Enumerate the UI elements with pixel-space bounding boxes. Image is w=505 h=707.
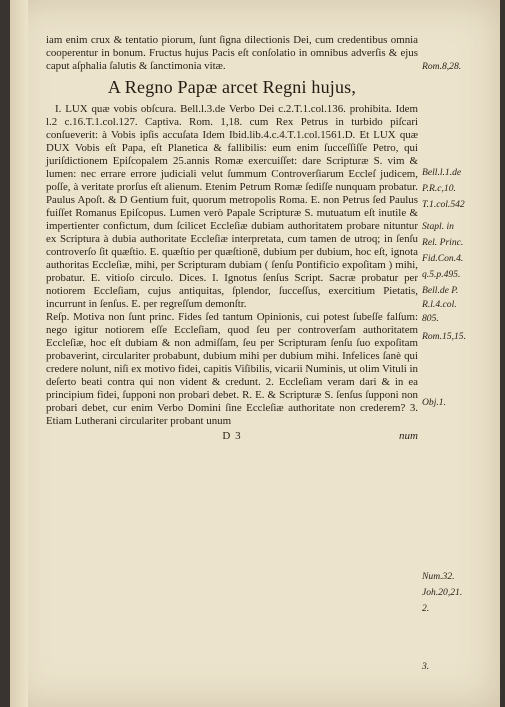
- margin-note: 805.: [422, 313, 439, 324]
- margin-note: 3.: [422, 661, 430, 672]
- main-text-column: [46, 34, 418, 443]
- margin-note: Fid.Con.4.: [422, 253, 464, 264]
- margin-note: R.l.4.col.: [422, 299, 457, 310]
- paragraph-2: I. LUX quæ vobis obſcura. Bell.l.3.de Verbo Dei c.2.T.1.col.136. prohibita. Idem l.2 c.16.T.1.col.127. Captiva. Rom. 1,18. cum Rex Petrus in turbido piſcari conſueverit: à Vobis ipſis accuſata Idem Ibid.lib.4.c.4.T.1.col.1561.D. Et LUX quæ DUX Vobis eſt Papa, eſt Planetica & fallibilis: eum enim ſucceſſiſſe Petro, qui juriſdictionem Epiſcopalem 25.annis Romæ exercuiſſet: dare Scripturæ S. vim & lumen: nec errare errore judiciali velut ſummum Controverſiarum Eccleſ judicem, poſſe, à veritate prorſus eſt alienum. Etenim Petrum Romæ ſediſſe nunquam probatur. Paulus Apoſt. & D Gentium fuit, quorum metropolis Roma. E. non Petrus ſed Paulus fuiſſet Romanus Epiſcopus. Lumen verò Papale Scripturæ S. mutuatum eſt inutile & impertienter confictum, dum ſcilicet Eccleſiæ dubiam authoritatem probare nituntur ex Scriptura à dubia authoritate Eccleſiæ interpretata, cum tamen de utroq; in ſenſu controverſo ſit quæſtio. E. quæſtio per quæſtionē, dubium per dubium, hoc eſt, ignota authoritas Eccleſiæ, mihi, per Scripturam dubiam ( ſenſu Pontificio expoſitam ) mihi, probatur. E. vitioſo circulo. Dices. I. Ignotus ſenſus Script. Sacræ probatur per notiorem Eccleſiam, cujus antiquitas, ſplendor, ſucceſſus, exercitium Pietatis, incurrunt in ſenſus. E. per regreſſum demonſtr.: [46, 103, 418, 310]
- margin-note: Num.32.: [422, 571, 455, 582]
- section-heading: A Regno Papæ arcet Regni hujus,: [107, 77, 357, 97]
- margin-note: 2.: [422, 603, 430, 614]
- margin-note: Rom.15,15.: [422, 331, 466, 342]
- margin-note: Stapl. in: [422, 221, 454, 232]
- page-footer: [46, 430, 418, 443]
- margin-note: Obj.1.: [422, 397, 446, 408]
- page-gutter-shadow: [10, 0, 28, 707]
- margin-note: T.1.col.542: [422, 199, 465, 210]
- margin-note: Rom.8,28.: [422, 61, 462, 72]
- catchword: num: [399, 430, 418, 442]
- margin-note: Bell.de P.: [422, 285, 459, 296]
- margin-note: Rel. Princ.: [422, 237, 464, 248]
- signature-mark: D 3: [222, 430, 242, 442]
- paragraph-1: iam enim crux & tentatio piorum, ſunt ſigna dilectionis Dei, cum credentibus omnia cooperentur in bonum. Fructus hujus Pacis eſt conſolatio in omnibus adverſis & ejus caput aſphalia ſalutis & ſanctimonia vitæ.: [46, 34, 418, 72]
- paragraph-3: Reſp. Motiva non ſunt princ. Fides ſed tantum Opinionis, cui potest ſubeſſe falſum: nego igitur notiorem eſſe Eccleſiam, quod ſeu per controverſam authoritatem Eccleſiæ, hoc eſt dubiam & non admiſſam, ſeu per Scripturam ſenſu ſuo expoſitam probaverint, circulariter probabunt, dubium mihi per dubium mihi. Infelices ſanè qui credere nolunt, niſi ex motivo fidei, capitis Viſibilis, vicarii Numinis, ut olim Vituli in deſerto beati contra qui non vident & credunt. 2. Eccleſiam veram dari & in ea principium fidei, ſupponi non probari debet. R. E. & Scripturæ S. ſenſus ſupponi non probari debet, cur enim Verbo Domini ſine Eccleſiæ authoritate non crederem? 3. Etiam Lutherani circulariter probant unum: [46, 311, 418, 427]
- margin-note: P.R.c,10.: [422, 183, 456, 194]
- margin-note: q.5.p.495.: [422, 269, 461, 280]
- margin-note: Bell.l.1.de: [422, 167, 462, 178]
- margin-note: Joh.20,21.: [422, 587, 463, 598]
- book-page: [10, 0, 500, 707]
